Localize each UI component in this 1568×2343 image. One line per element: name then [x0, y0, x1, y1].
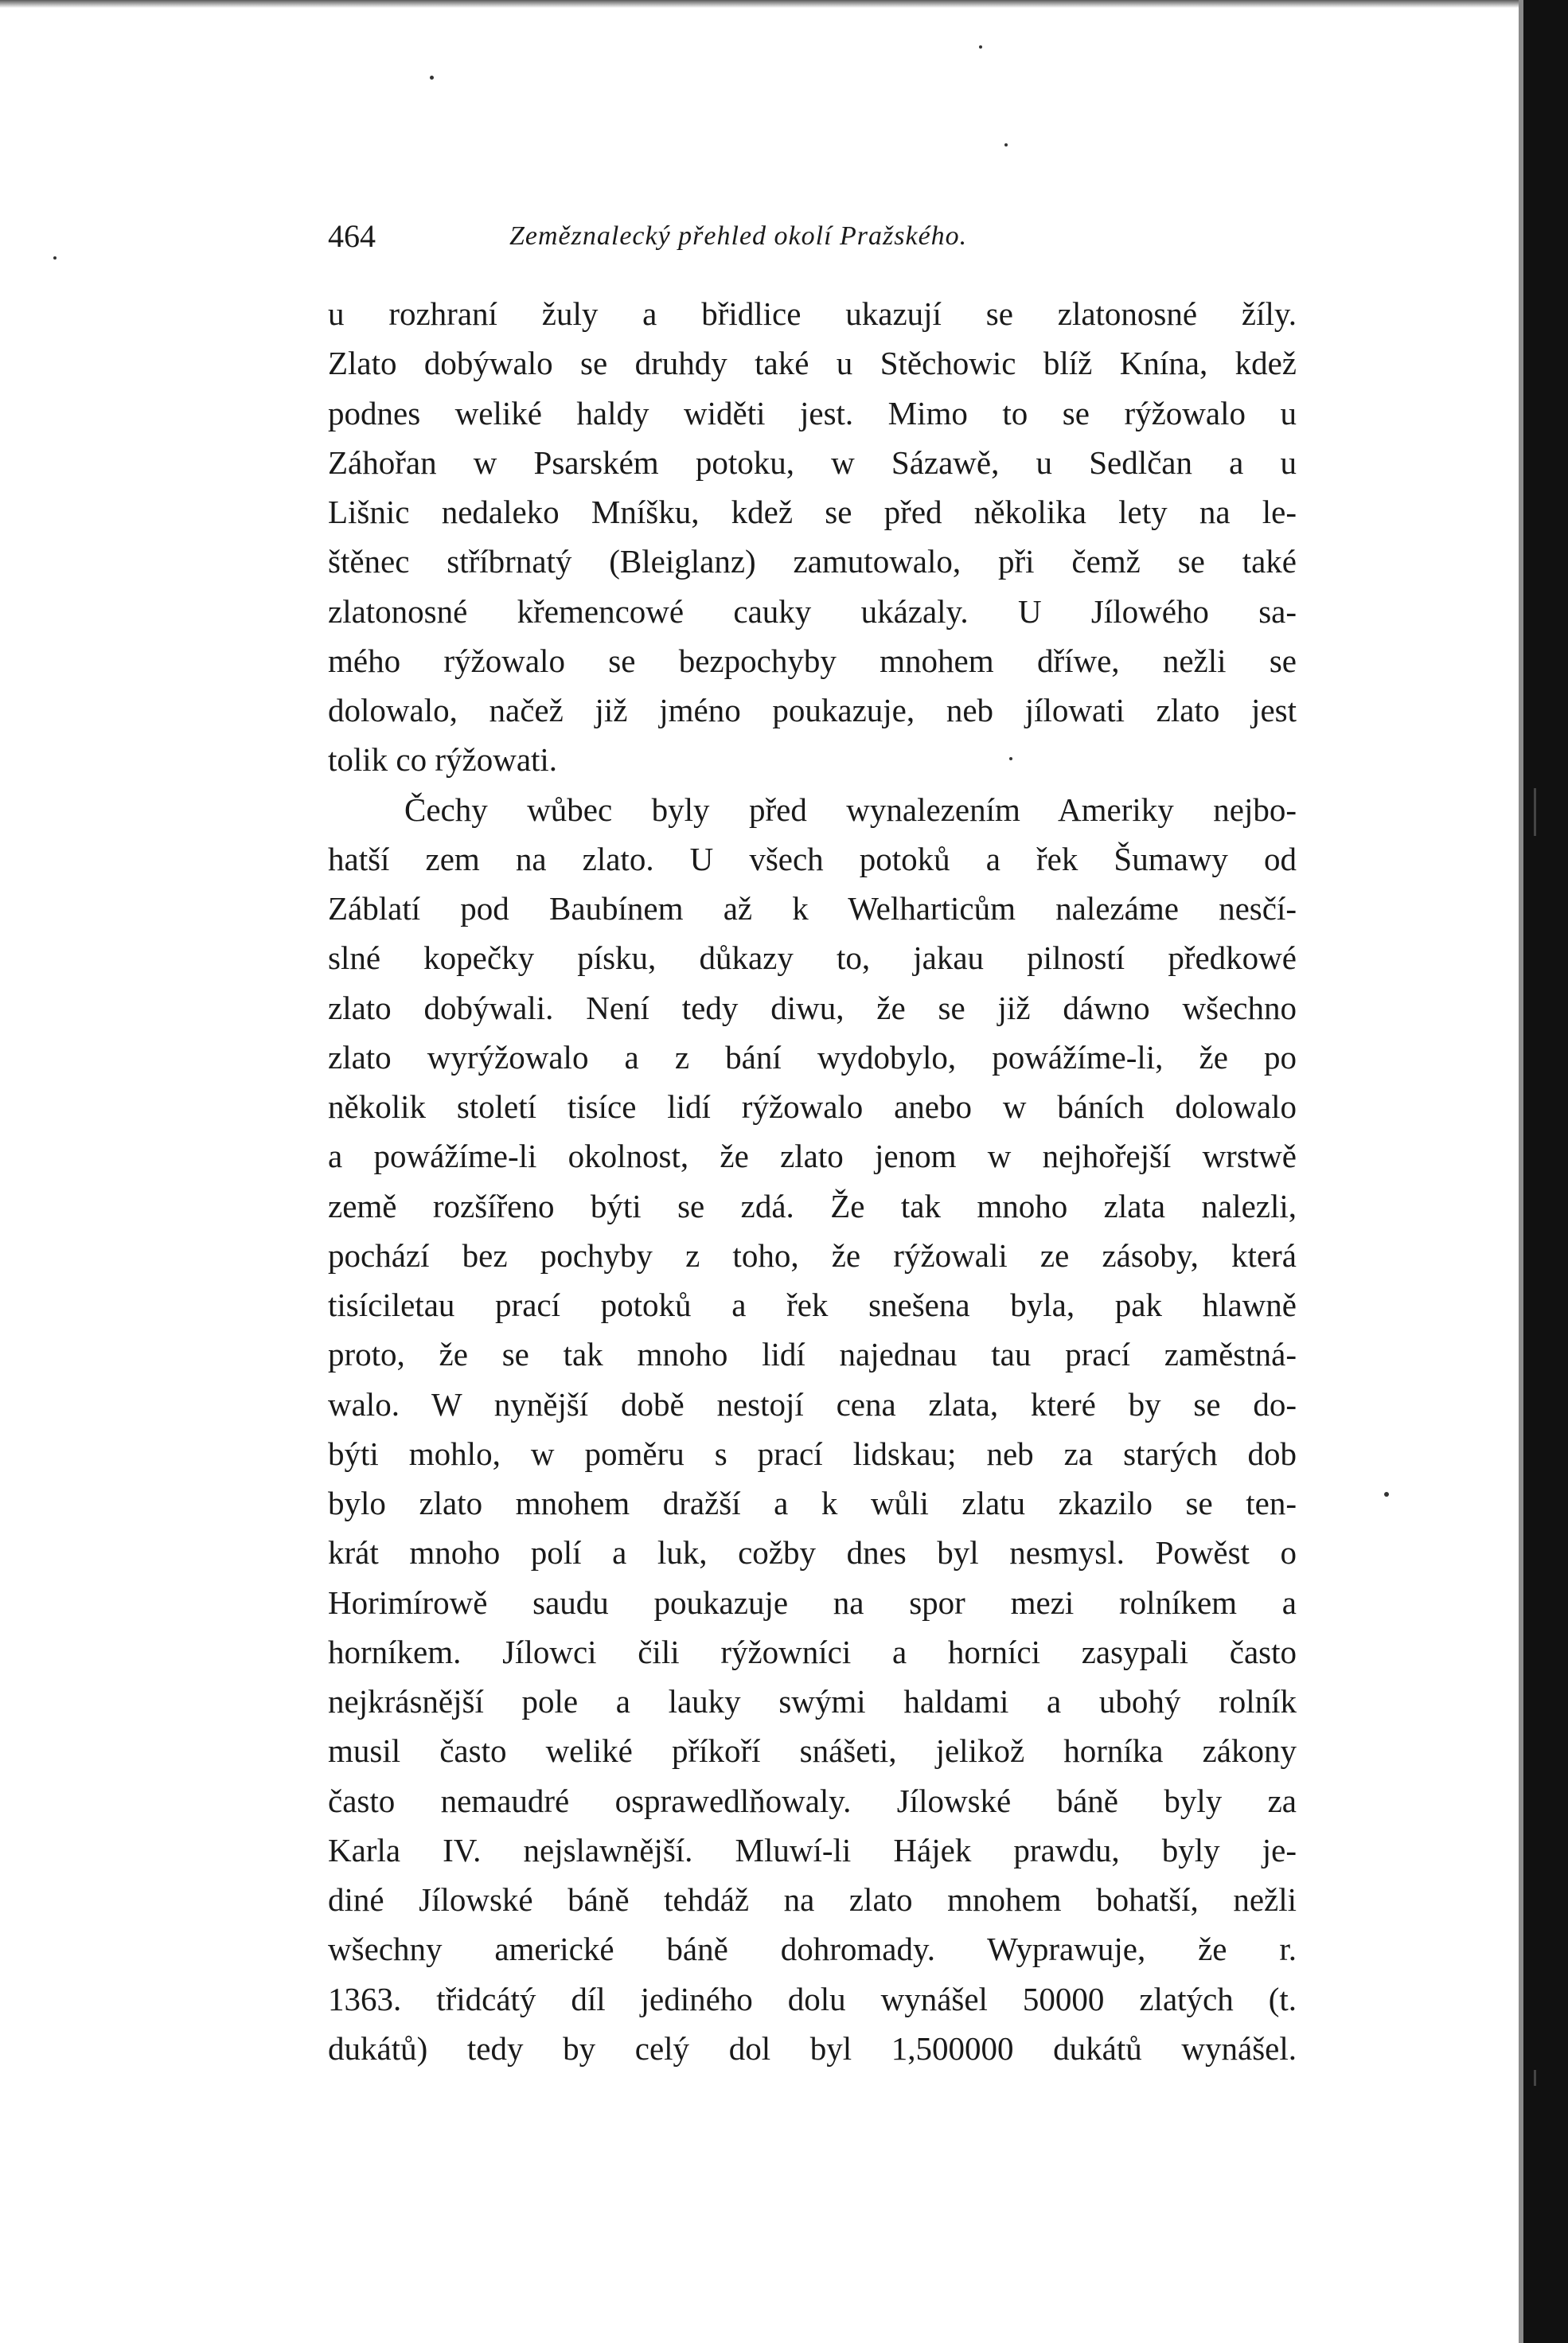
text-line: proto, že se tak mnoho lidí najednau tau prací zaměstná- — [328, 1336, 1297, 1373]
text-line: mého rýžowalo se bezpochyby mnohem dříwe, nežli se — [328, 642, 1297, 679]
paragraph — [328, 785, 1297, 2074]
running-title: Zeměznalecký přehled okolí Pražského. — [509, 221, 968, 251]
text-line: Karla IV. nejslawnější. Mluwí-li Hájek prawdu, byly je- — [328, 1831, 1297, 1869]
scan-speck — [430, 76, 434, 80]
text-line: tisíciletau prací potoků a řek snešena byla, pak hlawně — [328, 1287, 1297, 1323]
text-line: Lišnic nedaleko Mníšku, kdež se před několika lety na le- — [328, 494, 1297, 530]
scan-top-edge — [0, 0, 1568, 8]
scan-speck — [1004, 143, 1008, 146]
scan-right-edge — [1523, 0, 1568, 2343]
text-line: zlato wyrýžowalo a z bání wydobylo, powážíme-li, že po — [328, 1038, 1297, 1076]
page-number: 464 — [328, 218, 376, 254]
paragraph — [328, 289, 1297, 785]
text-line: dolowalo, načež již jméno poukazuje, neb jílowati zlato jest — [328, 692, 1297, 728]
text-line: Záhořan w Psarském potoku, w Sázawě, u Sedlčan a u — [328, 443, 1297, 481]
text-line: wšechny americké báně dohromady. Wyprawuje, že r. — [328, 1931, 1297, 1968]
margin-mark — [1534, 2070, 1536, 2086]
text-line: podnes weliké haldy widěti jest. Mimo to se rýžowalo u — [328, 394, 1297, 432]
text-line: nejkrásnější pole a lauky swými haldami a ubohý rolník — [328, 1683, 1297, 1720]
text-line: pochází bez pochyby z toho, že rýžowali ze zásoby, která — [328, 1236, 1297, 1274]
text-line: Čechy wůbec byly před wynalezením Ameriky nejbo- — [404, 791, 1297, 828]
text-line: několik století tisíce lidí rýžowalo anebo w báních dolowalo — [328, 1088, 1297, 1125]
text-line: Záblatí pod Baubínem až k Welharticům nalezáme nesčí- — [328, 890, 1297, 927]
text-line: bylo zlato mnohem dražší a k wůli zlatu zkazilo se ten- — [328, 1485, 1297, 1521]
text-line: musil často weliké příkoří snášeti, jelikož horníka zákony — [328, 1732, 1297, 1770]
margin-mark — [1534, 788, 1536, 836]
text-line: diné Jílowské báně tehdáž na zlato mnohem bohatší, nežli — [328, 1881, 1297, 1918]
text-line: krát mnoho polí a luk, cožby dnes byl nesmysl. Powěst o — [328, 1534, 1297, 1572]
scan-speck — [979, 45, 982, 49]
text-line: Zlato dobýwalo se druhdy také u Stěchowic blíž Knína, kdež — [328, 345, 1297, 382]
text-line: tolik co rýžowati. — [328, 741, 558, 779]
text-line: walo. W nynější době nestojí cena zlata, které by se do- — [328, 1385, 1297, 1423]
scan-speck — [53, 256, 57, 260]
text-line: hatší zem na zlato. U všech potoků a řek Šumawy od — [328, 840, 1297, 877]
text-line: zlato dobýwali. Není tedy diwu, že se již dáwno wšechno — [328, 989, 1297, 1026]
page-header — [328, 217, 1299, 256]
text-line: dukátů) tedy by celý dol byl 1,500000 dukátů wynášel. — [328, 2029, 1297, 2067]
page-text — [328, 289, 1297, 2073]
text-line: často nemaudré osprawedlňowaly. Jílowské báně byly za — [328, 1782, 1297, 1819]
text-line: slné kopečky písku, důkazy to, jakau pilností předkowé — [328, 939, 1297, 977]
text-line: štěnec stříbrnatý (Bleiglanz) zamutowalo, při čemž se také — [328, 543, 1297, 580]
text-line: u rozhraní žuly a břidlice ukazují se zlatonosné žíly. — [328, 295, 1297, 332]
text-line: 1363. třidcátý díl jediného dolu wynášel 50000 zlatých (t. — [328, 1980, 1297, 2017]
text-line: a powážíme-li okolnost, že zlato jenom w nejhořejší wrstwě — [328, 1138, 1297, 1175]
text-line: zlatonosné křemencowé cauky ukázaly. U Jílowého sa- — [328, 592, 1297, 630]
text-line: Horimírowě saudu poukazuje na spor mezi rolníkem a — [328, 1583, 1297, 1621]
scan-speck — [1384, 1492, 1389, 1497]
text-line: horníkem. Jílowci čili rýžowníci a horníci zasypali často — [328, 1633, 1297, 1670]
text-line: země rozšířeno býti se zdá. Že tak mnoho zlata nalezli, — [328, 1187, 1297, 1224]
text-line: býti mohlo, w poměru s prací lidskau; neb za starých dob — [328, 1435, 1297, 1472]
